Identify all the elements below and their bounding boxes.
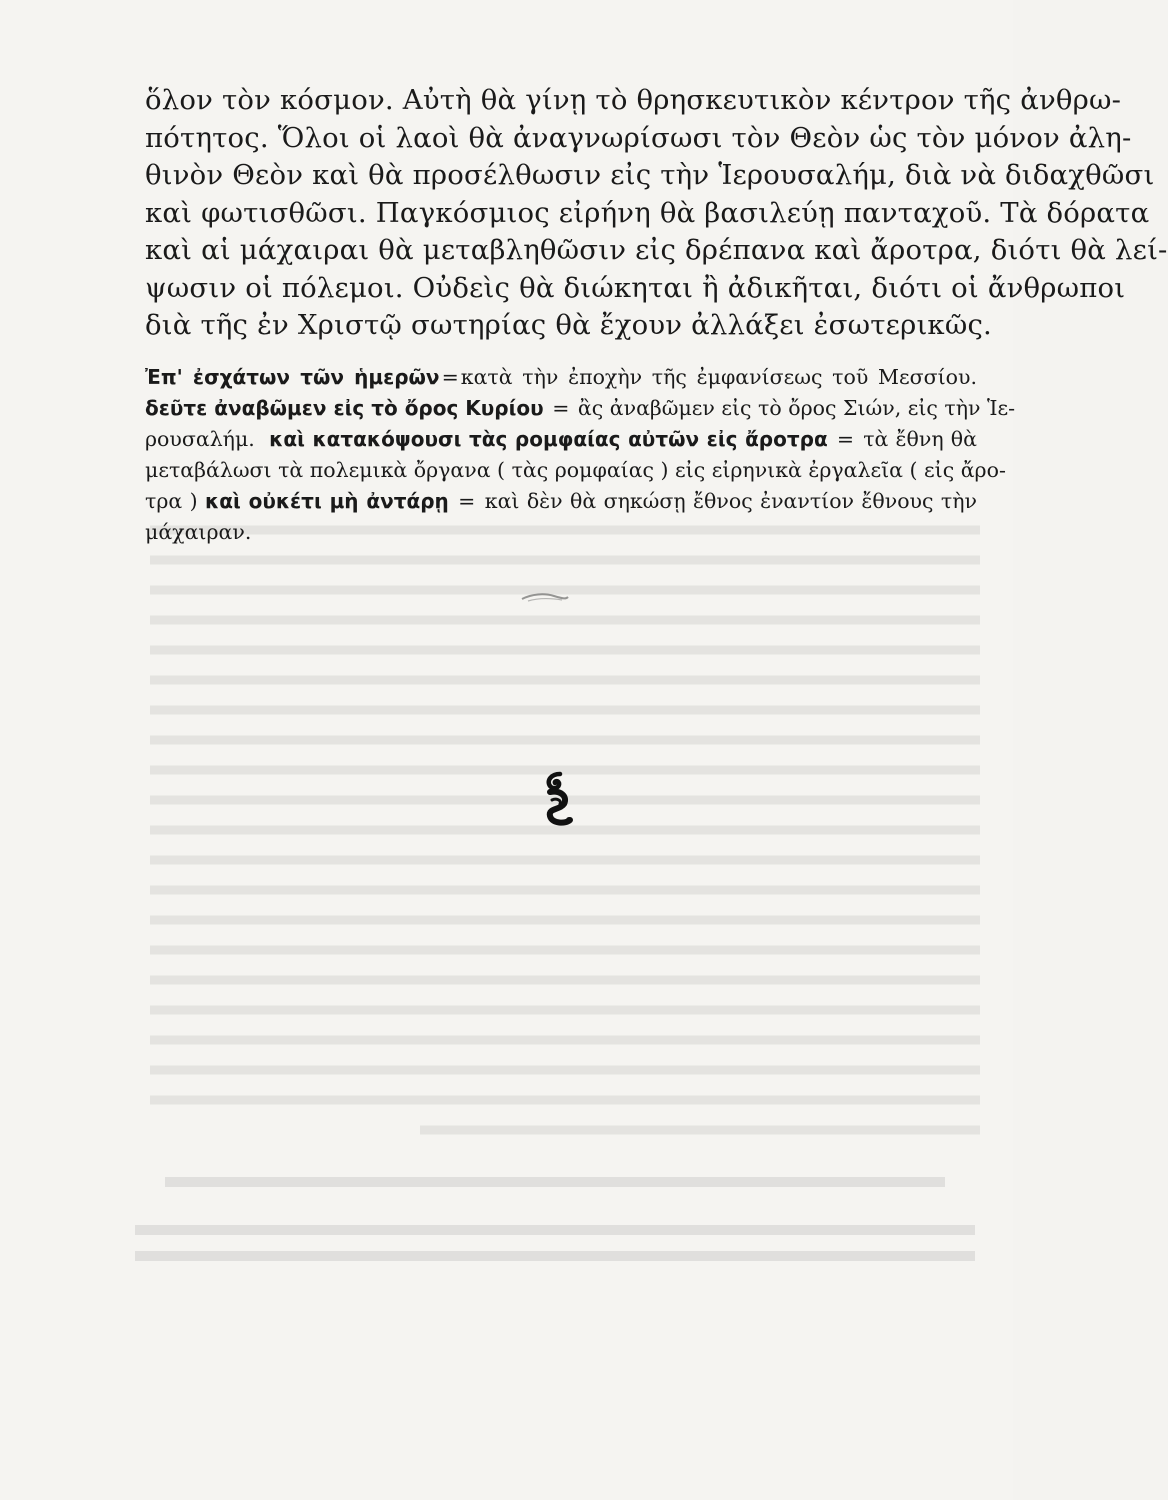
equals-sign: = <box>552 396 570 420</box>
equals-sign: = <box>836 427 855 451</box>
note-definition: ἂς ἀναβῶμεν εἰς τὸ ὄρος Σιών, εἰς τὴν Ἱε- <box>577 396 1016 420</box>
text-line: πότητος. Ὅλοι οἱ λαοὶ θὰ ἀναγνωρίσωσι τὸν Θεὸν ὡς τὸν μόνον ἀλη- <box>145 121 1132 154</box>
bleed-through-lines <box>150 520 980 1140</box>
note-line: μεταβάλωσι τὰ πολεμικὰ ὄργανα ( τὰς ρομφαίας ) εἰς εἰρηνικὰ ἐργαλεῖα ( εἰς ἄρο- <box>145 458 1006 482</box>
note-term: Ἐπ' ἐσχάτων τῶν ἡμερῶν <box>145 365 440 389</box>
note-term: δεῦτε ἀναβῶμεν εἰς τὸ ὄρος Κυρίου <box>145 396 544 420</box>
note-line <box>145 486 977 517</box>
note-line <box>145 393 1016 424</box>
text-line: καὶ αἱ μάχαιραι θὰ μεταβληθῶσιν εἰς δρέπανα καὶ ἄροτρα, διότι θὰ λεί- <box>145 234 1168 266</box>
note-definition: τὰ ἔθνη θὰ <box>863 427 977 451</box>
fleuron-icon <box>538 770 578 830</box>
note-term: καὶ κατακόψουσι τὰς ρομφαίας αὐτῶν εἰς ἄροτρα <box>269 427 828 451</box>
note-line <box>145 362 977 393</box>
bleed-through-text <box>150 520 980 1140</box>
note-term: καὶ οὐκέτι μὴ ἀντάρῃ <box>205 489 449 513</box>
equals-sign: = <box>458 489 476 513</box>
note-line <box>145 424 977 455</box>
bleed-through-bottom-lines <box>135 1170 975 1260</box>
equals-sign: = <box>441 365 459 389</box>
text-line: ψωσιν οἱ πόλεμοι. Οὐδεὶς θὰ διώκηται ἢ ἀδικῆται, διότι οἱ ἄνθρωποι <box>145 271 1126 304</box>
main-paragraph <box>145 82 1168 345</box>
note-definition: ρουσαλήμ. <box>145 427 255 451</box>
note-line: μάχαιραν. <box>145 520 252 544</box>
text-line: καὶ φωτισθῶσι. Παγκόσμιος εἰρήνη θὰ βασιλεύῃ πανταχοῦ. Τὰ δόρατα <box>145 196 1150 229</box>
note-definition: τρα ) <box>145 489 198 513</box>
ink-smudge <box>520 590 570 604</box>
note-definition: κατὰ τὴν ἐποχὴν τῆς ἐμφανίσεως τοῦ Μεσσίου. <box>460 365 977 389</box>
bleed-through-bottom <box>135 1170 975 1260</box>
text-line: διὰ τῆς ἐν Χριστῷ σωτηρίας θὰ ἔχουν ἀλλάξει ἐσωτερικῶς. <box>145 309 992 341</box>
text-line: ὅλον τὸν κόσμον. Αὐτὴ θὰ γίνῃ τὸ θρησκευτικὸν κέντρον τῆς ἀνθρω- <box>145 84 1122 116</box>
text-line: θινὸν Θεὸν καὶ θὰ προσέλθωσιν εἰς τὴν Ἱερουσαλήμ, διὰ νὰ διδαχθῶσι <box>145 159 1155 191</box>
glossary-notes <box>145 362 1016 548</box>
note-definition: καὶ δὲν θὰ σηκώσῃ ἔθνος ἐναντίον ἔθνους τὴν <box>484 489 977 513</box>
